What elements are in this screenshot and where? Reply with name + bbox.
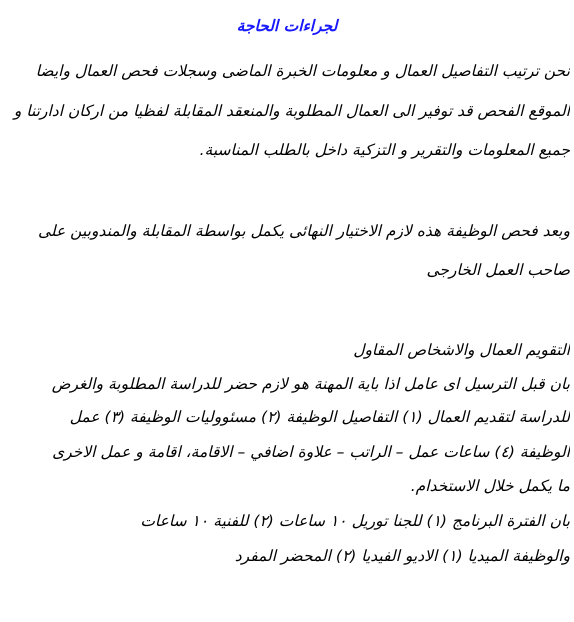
text-line: وبعد فحص الوظيفة هذه لازم الاختيار النهائى يكمل بواسطة المقابلة والمندوبين على [37, 222, 570, 240]
text-line: صاحب العمل الخارجى [426, 261, 570, 279]
text-line: بان قبل الترسيل اى عامل اذا باية المهنة هو لازم حضر للدراسة المطلوبة والغرض [51, 375, 570, 393]
text-line: التقويم العمال والاشخاص المقاول [353, 341, 570, 359]
text-line: الوظيفة (٤) ساعات عمل – الراتب – علاوة اضافي – الاقامة، اقامة و عمل الاخرى [52, 443, 570, 461]
text-line: والوظيفة الميديا (١) الاديو الفيديا (٢) المحضر المفرد [234, 547, 570, 565]
text-line: بان الفترة البرنامج (١) للجنا توريل ١٠ ساعات (٢) للفنية ١٠ ساعات [140, 512, 570, 530]
text-line: الموقع الفحص قد توفير الى العمال المطلوبة والمنعقد المقابلة لفظيا من اركان ادارتنا و [13, 102, 570, 120]
text-line: نحن ترتيب التفاصيل العمال و معلومات الخبرة الماضى وسجلات فحص العمال وايضا [35, 62, 570, 80]
text-line: ما يكمل خلال الاستخدام. [410, 477, 570, 495]
text-line: جميع المعلومات والتقرير و التزكية داخل بالطلب المناسبة. [199, 141, 570, 159]
text-line: للدراسة لتقديم العمال (١) التفاصيل الوظيفة (٢) مسئووليات الوظيفة (٣) عمل [69, 408, 570, 426]
document-title: لجراءات الحاجة [236, 17, 338, 35]
